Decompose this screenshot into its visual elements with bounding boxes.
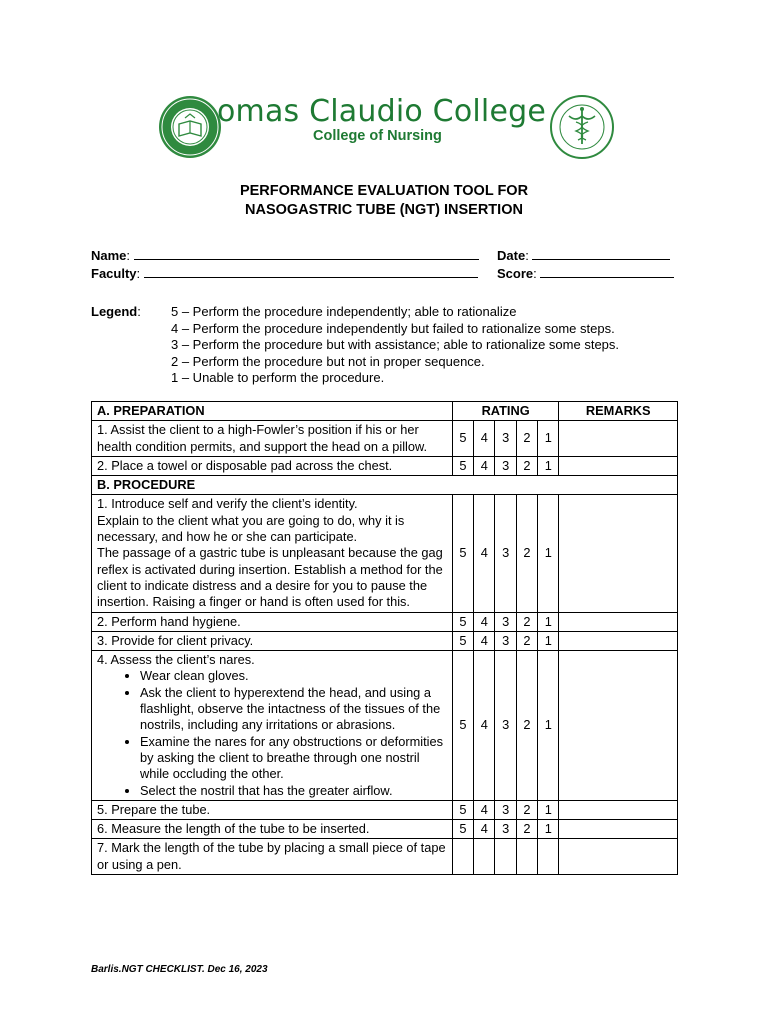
footer-note: Barlis.NGT CHECKLIST. Dec 16, 2023 [91,964,268,975]
remarks-cell[interactable] [559,421,678,457]
table-row [92,495,678,612]
remarks-cell[interactable] [559,631,678,650]
section-preparation-heading: A. PREPARATION [92,402,453,421]
bullet-list [97,668,447,798]
step-text: 2. Perform hand hygiene. [92,612,453,631]
step-text-line: 1. Introduce self and verify the client’s identity. [97,496,358,512]
rating-1[interactable]: 1 [538,820,559,839]
rating-cell[interactable] [474,839,495,875]
table-row [92,820,678,839]
book-seal-icon [157,94,223,160]
rating-5[interactable]: 5 [452,495,473,612]
date-field: Date: [497,248,670,263]
rating-2[interactable]: 2 [516,631,537,650]
remarks-header: REMARKS [559,402,678,421]
rating-4[interactable]: 4 [474,456,495,475]
evaluation-table [91,401,678,875]
score-field: Score: [497,266,674,281]
remarks-cell[interactable] [559,612,678,631]
name-label: Name [91,248,127,263]
rating-2[interactable]: 2 [516,456,537,475]
remarks-cell[interactable] [559,456,678,475]
faculty-label: Faculty [91,266,137,281]
table-row [92,456,678,475]
rating-1[interactable]: 1 [538,612,559,631]
rating-1[interactable]: 1 [538,456,559,475]
step-text: 1. Assist the client to a high-Fowler’s position if his or her health condition permits, and support the head on a pillow. [92,421,453,457]
rating-5[interactable]: 5 [452,820,473,839]
rating-cell[interactable] [538,839,559,875]
step-text-line: Explain to the client what you are going to do, why it is necessary, and how he or she can participate. [97,512,405,545]
name-field: Name: [91,248,479,263]
rating-4[interactable]: 4 [474,820,495,839]
table-row [92,612,678,631]
table-row [92,631,678,650]
rating-3[interactable]: 3 [495,800,516,819]
faculty-field: Faculty: [91,266,478,281]
rating-4[interactable]: 4 [474,651,495,801]
bullet-item: • Select the nostril that has the greater airflow. [140,783,447,799]
step-text: 2. Place a towel or disposable pad across the chest. [92,456,453,475]
legend-item: 5 – Perform the procedure independently; able to rationalize [171,304,517,319]
rating-1[interactable]: 1 [538,421,559,457]
legend-item: 1 – Unable to perform the procedure. [171,370,385,386]
step-text-line: The passage of a gastric tube is unpleasant because the gag reflex is activated during insertion. Establish a method for the client to indicate distress and a desire for you to pause the insertion. Raising a finger or hand is often used for this. [97,545,443,610]
document-header [0,86,768,176]
legend-heading: Legend: [91,304,141,319]
table-row [92,421,678,457]
date-label: Date [497,248,526,263]
rating-header: RATING [452,402,559,421]
rating-2[interactable]: 2 [516,651,537,801]
rating-1[interactable]: 1 [538,631,559,650]
name-blank[interactable] [134,248,479,260]
caduceus-seal-icon [549,94,615,160]
bullet-item: • Wear clean gloves. [140,668,447,684]
score-blank[interactable] [540,266,674,278]
rating-1[interactable]: 1 [538,651,559,801]
rating-3[interactable]: 3 [495,631,516,650]
rating-3[interactable]: 3 [495,651,516,801]
rating-4[interactable]: 4 [474,421,495,457]
bullet-item: • Ask the client to hyperextend the head, and using a flashlight, observe the intactness of the tissues of the nostrils, including any irritations or abrasions. [140,685,447,734]
rating-3[interactable]: 3 [495,495,516,612]
step-text [92,651,453,801]
rating-5[interactable]: 5 [452,651,473,801]
rating-cell[interactable] [516,839,537,875]
rating-1[interactable]: 1 [538,800,559,819]
rating-cell[interactable] [452,839,473,875]
rating-3[interactable]: 3 [495,612,516,631]
rating-1[interactable]: 1 [538,495,559,612]
table-row [92,651,678,801]
rating-2[interactable]: 2 [516,612,537,631]
remarks-cell[interactable] [559,495,678,612]
rating-5[interactable]: 5 [452,421,473,457]
rating-4[interactable]: 4 [474,631,495,650]
remarks-cell[interactable] [559,839,678,875]
step-text [92,495,453,612]
step-text: 3. Provide for client privacy. [92,631,453,650]
section-procedure-heading: B. PROCEDURE [92,476,678,495]
college-subtitle: College of Nursing [313,128,442,144]
table-row [92,800,678,819]
rating-cell[interactable] [495,839,516,875]
step-text: 7. Mark the length of the tube by placing a small piece of tape or using a pen. [92,839,453,875]
rating-5[interactable]: 5 [452,456,473,475]
remarks-cell[interactable] [559,651,678,801]
remarks-cell[interactable] [559,800,678,819]
document-title-line1: PERFORMANCE EVALUATION TOOL FOR [239,183,529,199]
legend-item: 3 – Perform the procedure but with assistance; able to rationalize some steps. [171,337,620,353]
rating-2[interactable]: 2 [516,421,537,457]
rating-4[interactable]: 4 [474,800,495,819]
rating-3[interactable]: 3 [495,820,516,839]
rating-5[interactable]: 5 [452,631,473,650]
rating-4[interactable]: 4 [474,495,495,612]
date-blank[interactable] [532,248,670,260]
rating-2[interactable]: 2 [516,820,537,839]
faculty-blank[interactable] [144,266,478,278]
rating-3[interactable]: 3 [495,456,516,475]
document-title-line2: NASOGASTRIC TUBE (NGT) INSERTION [245,202,523,218]
bullet-item: • Examine the nares for any obstructions or deformities by asking the client to breathe through one nostril while occluding the other. [140,734,447,783]
legend-list [171,304,619,387]
legend-item: 4 – Perform the procedure independently but failed to rationalize some steps. [171,320,615,336]
step-text: 6. Measure the length of the tube to be inserted. [92,820,453,839]
college-name: omas Claudio College [217,94,547,129]
step-text: 5. Prepare the tube. [92,800,453,819]
rating-2[interactable]: 2 [516,495,537,612]
table-row [92,476,678,495]
rating-3[interactable]: 3 [495,421,516,457]
remarks-cell[interactable] [559,820,678,839]
table-header-row [92,402,678,421]
rating-5[interactable]: 5 [452,800,473,819]
rating-5[interactable]: 5 [452,612,473,631]
table-row [92,839,678,875]
score-label: Score [497,266,534,281]
rating-4[interactable]: 4 [474,612,495,631]
step-text-line: 4. Assess the client’s nares. [97,652,255,668]
rating-2[interactable]: 2 [516,800,537,819]
legend-item: 2 – Perform the procedure but not in proper sequence. [171,353,485,369]
